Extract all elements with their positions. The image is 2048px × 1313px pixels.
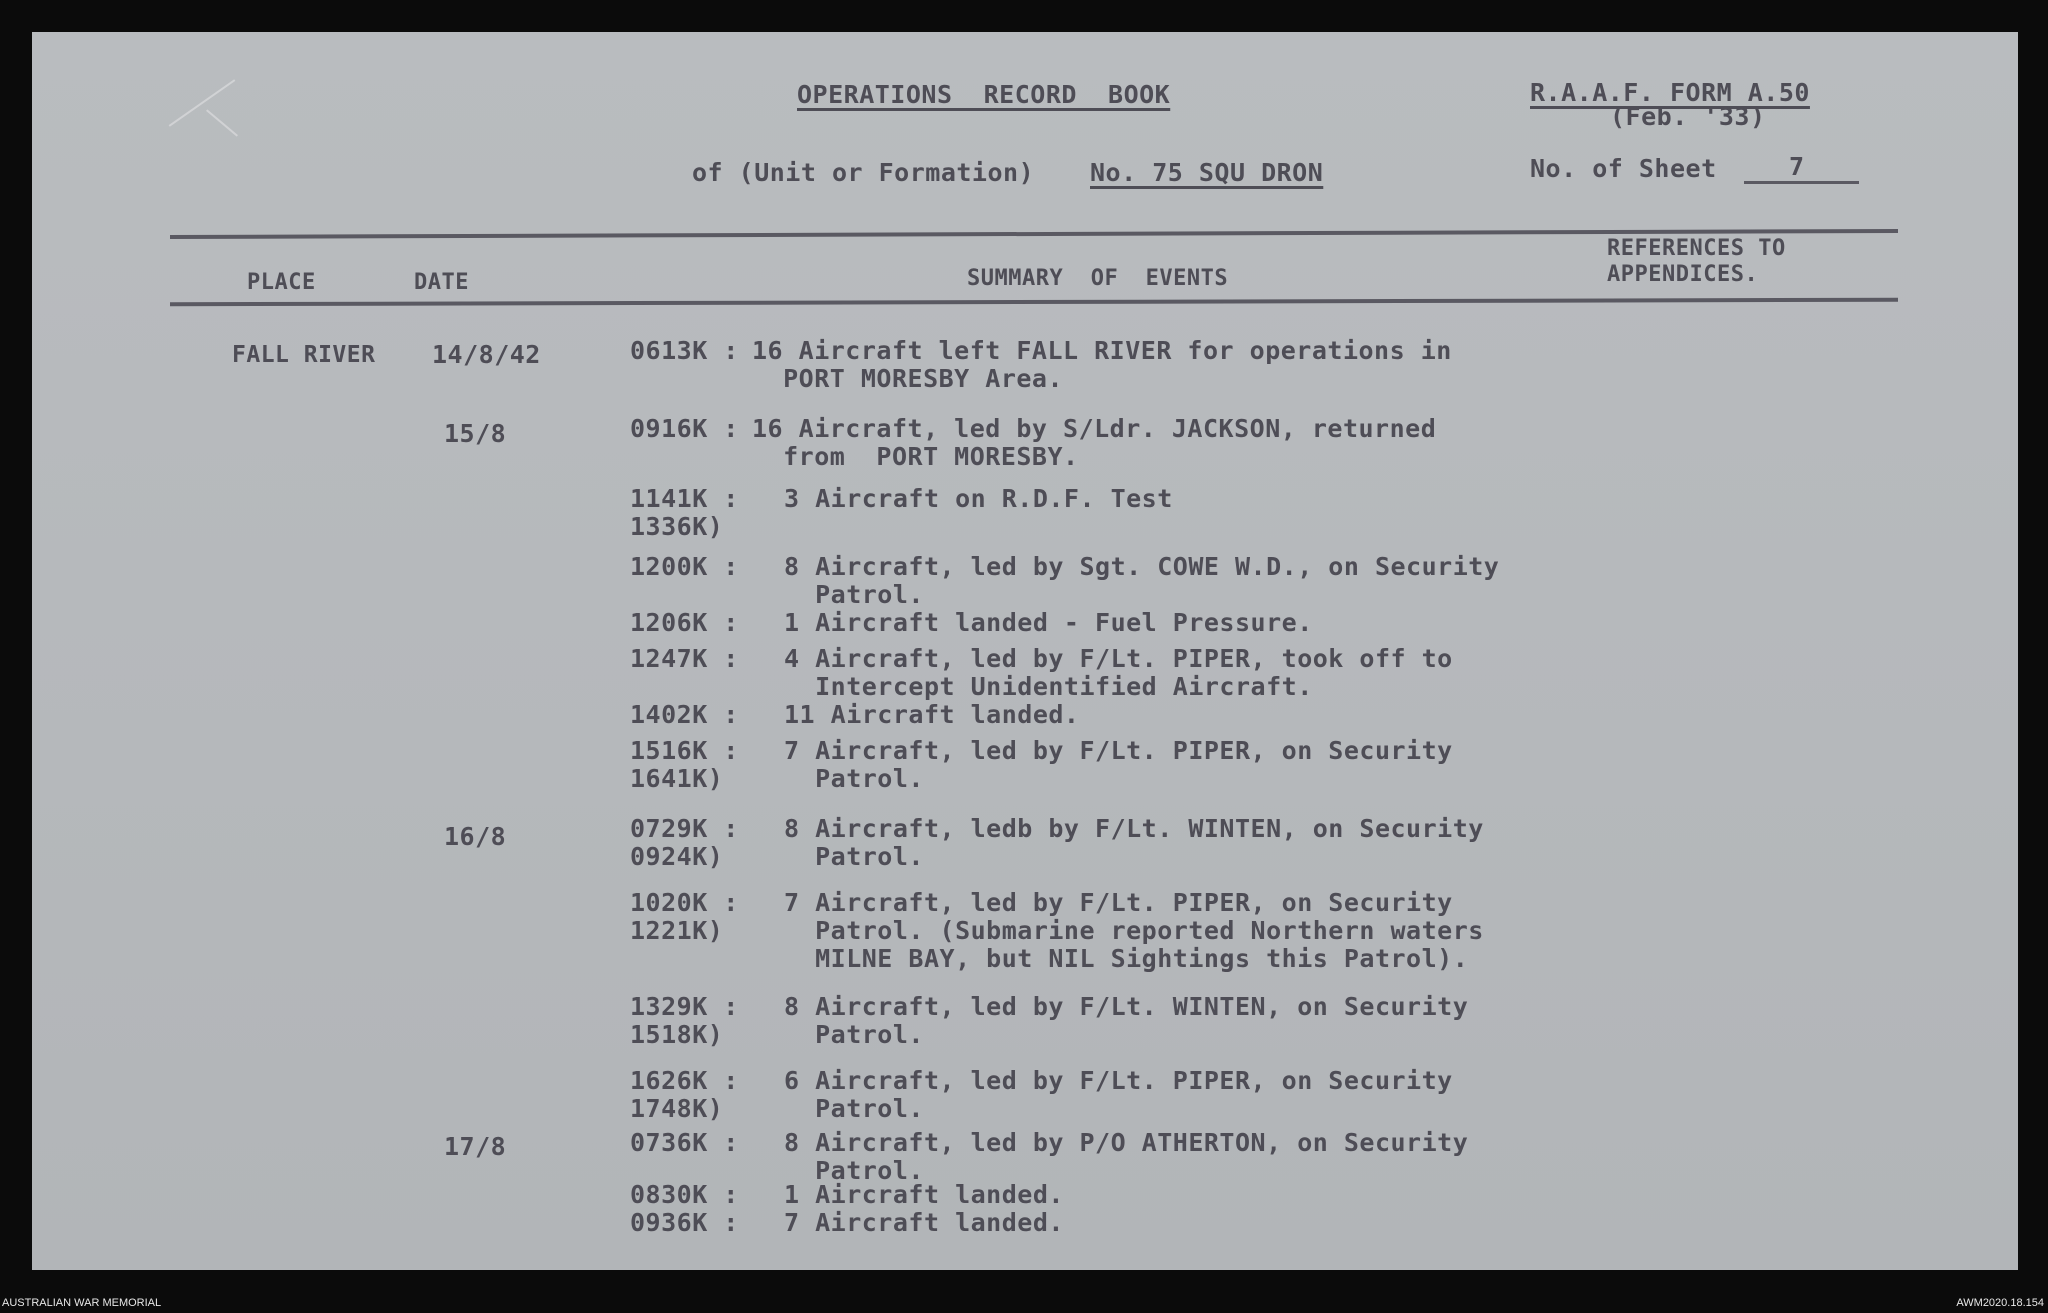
column-place: PLACE (247, 270, 316, 295)
entry-text: 7 Aircraft landed. (784, 1208, 1064, 1237)
column-summary: SUMMARY OF EVENTS (967, 266, 1229, 291)
header-bottom-rule (170, 298, 1898, 307)
place-cell: FALL RIVER (232, 342, 376, 368)
column-appendices: APPENDICES. (1607, 262, 1759, 287)
paper-crease (206, 109, 238, 136)
entry-text: Patrol. (784, 842, 924, 871)
entry-text: 4 Aircraft, led by F/Lt. PIPER, took off to (784, 644, 1453, 673)
entry-text: 1 Aircraft landed. (784, 1180, 1064, 1209)
entry-time-end: 1748K) (630, 1094, 724, 1123)
entry-text: 8 Aircraft, led by P/O ATHERTON, on Security (784, 1128, 1469, 1157)
entry-text: PORT MORESBY Area. (752, 364, 1064, 393)
form-id: R.A.A.F. FORM A.50 (1530, 78, 1810, 107)
entry-time: 1020K : (630, 888, 739, 917)
entry-text: 7 Aircraft, led by F/Lt. PIPER, on Security (784, 736, 1453, 765)
date-cell: 14/8/42 (432, 340, 541, 369)
entry-text: 7 Aircraft, led by F/Lt. PIPER, on Security (784, 888, 1453, 917)
date-cell: 16/8 (444, 822, 507, 851)
footer-credit: AUSTRALIAN WAR MEMORIAL (2, 1297, 162, 1309)
footer-accession: AWM2020.18.154 (1956, 1297, 2044, 1309)
sheet-number: 7 (1789, 152, 1805, 181)
entry-text: 8 Aircraft, ledb by F/Lt. WINTEN, on Security (784, 814, 1484, 843)
entry-time: 1402K : (630, 700, 739, 729)
date-cell: 15/8 (444, 419, 507, 448)
entry-text: MILNE BAY, but NIL Sightings this Patrol). (784, 944, 1469, 973)
entry-time: 0736K : (630, 1128, 739, 1157)
entry-time-end: 0924K) (630, 842, 724, 871)
entry-time: 1206K : (630, 608, 739, 637)
unit-label: of (Unit or Formation) (692, 158, 1035, 187)
entry-text: 16 Aircraft left FALL RIVER for operations in (752, 336, 1452, 365)
record-sheet (32, 32, 2018, 1270)
entry-time: 0613K : (630, 336, 739, 365)
entry-time: 1329K : (630, 992, 739, 1021)
entry-time-end: 1221K) (630, 916, 724, 945)
entry-text: 8 Aircraft, led by Sgt. COWE W.D., on Security (784, 552, 1500, 581)
entry-time-end: 1641K) (630, 764, 724, 793)
entry-time: 1626K : (630, 1066, 739, 1095)
entry-text: 16 Aircraft, led by S/Ldr. JACKSON, returned (752, 414, 1437, 443)
entry-text: Patrol. (Submarine reported Northern waters (784, 916, 1484, 945)
sheet-number-underline (1744, 181, 1859, 184)
entry-time: 1200K : (630, 552, 739, 581)
entry-text: 1 Aircraft landed - Fuel Pressure. (784, 608, 1313, 637)
entry-text: Patrol. (784, 764, 924, 793)
paper-crease (169, 79, 236, 127)
entry-text: Intercept Unidentified Aircraft. (784, 672, 1313, 701)
entry-text: Patrol. (784, 1020, 924, 1049)
entry-text: 3 Aircraft on R.D.F. Test (784, 484, 1173, 513)
column-references: REFERENCES TO (1607, 236, 1786, 261)
entry-time-end: 1336K) (630, 512, 724, 541)
entry-time: 1247K : (630, 644, 739, 673)
entry-time: 0830K : (630, 1180, 739, 1209)
book-title: OPERATIONS RECORD BOOK (797, 80, 1171, 109)
entry-text: Patrol. (784, 1094, 924, 1123)
entry-text: Patrol. (784, 580, 924, 609)
entry-text: from PORT MORESBY. (752, 442, 1079, 471)
entry-text: 6 Aircraft, led by F/Lt. PIPER, on Security (784, 1066, 1453, 1095)
entry-time-end: 1518K) (630, 1020, 724, 1049)
entry-time: 0729K : (630, 814, 739, 843)
entry-time: 0936K : (630, 1208, 739, 1237)
column-date: DATE (414, 270, 469, 295)
entry-text: 8 Aircraft, led by F/Lt. WINTEN, on Security (784, 992, 1469, 1021)
entry-time: 1516K : (630, 736, 739, 765)
entry-time: 0916K : (630, 414, 739, 443)
entry-text: 11 Aircraft landed. (784, 700, 1080, 729)
entry-text: Patrol. (784, 1156, 924, 1185)
sheet-label: No. of Sheet (1530, 154, 1717, 183)
date-cell: 17/8 (444, 1132, 507, 1161)
form-date: (Feb. '33) (1610, 102, 1766, 131)
unit-name: No. 75 SQU DRON (1090, 158, 1324, 187)
entry-time: 1141K : (630, 484, 739, 513)
